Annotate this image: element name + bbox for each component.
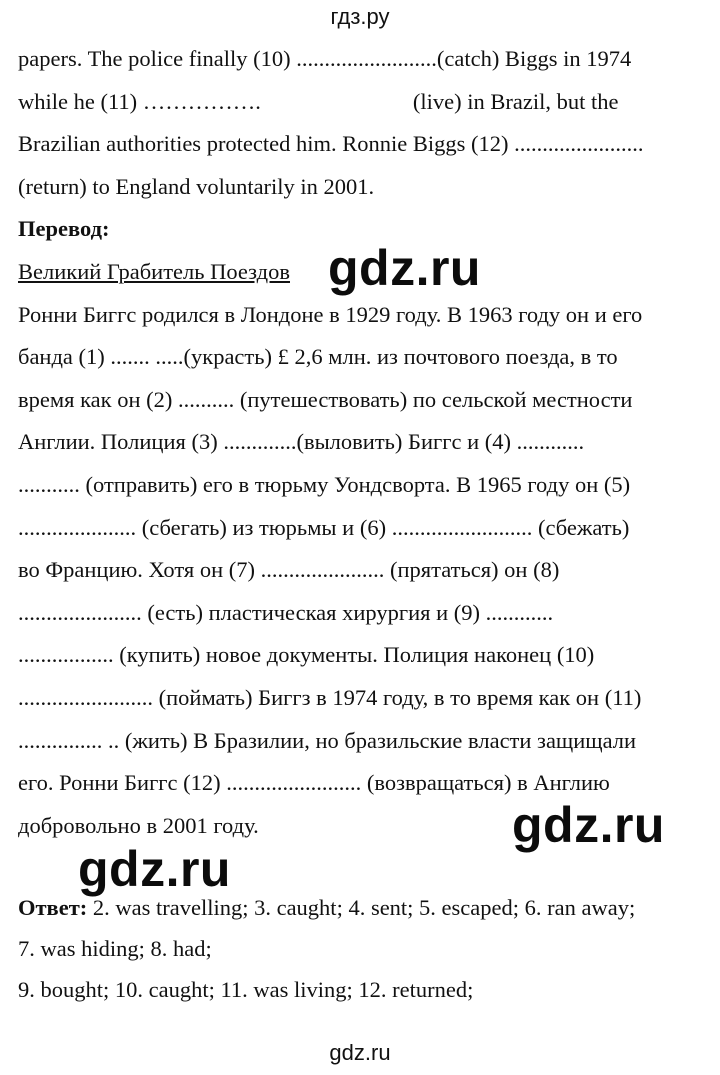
answer-label: Ответ: bbox=[18, 895, 88, 921]
translation-title: Великий Грабитель Поездов bbox=[18, 258, 290, 284]
translation-line-3: время как он (2) .......... (путешествовать) по сельской местности bbox=[18, 386, 633, 412]
translation-line-13: добровольно в 2001 году. bbox=[18, 812, 259, 838]
english-line-4: (return) to England voluntarily in 2001. bbox=[18, 173, 375, 199]
translation-line-9: ................. (купить) новое документы. Полиция наконец (10) bbox=[18, 642, 595, 668]
translation-line-5: ........... (отправить) его в тюрьму Уондсворта. В 1965 году он (5) bbox=[18, 471, 631, 497]
translation-line-12: его. Ронни Биггс (12) ........................ (возвращаться) в Англию bbox=[18, 770, 610, 796]
english-line-2-part-1: while he (11) ……………. bbox=[18, 88, 261, 114]
answer-text-1: 2. was travelling; 3. caught; 4. sent; 5. escaped; 6. ran away; bbox=[87, 895, 636, 921]
translation-line-4: Англии. Полиция (3) .............(выловить) Биггс и (4) ............ bbox=[18, 429, 585, 455]
answer-line-3: 9. bought; 10. caught; 11. was living; 12. returned; bbox=[18, 977, 474, 1003]
watermark-logo: gdz.ru bbox=[78, 841, 231, 897]
translation-line-7: во Францию. Хотя он (7) ...................... (прятаться) он (8) bbox=[18, 557, 560, 583]
translation-line-11: ............... .. (жить) В Бразилии, но бразильские власти защищали bbox=[18, 727, 637, 753]
translation-line-8: ...................... (есть) пластическая хирургия и (9) ............ bbox=[18, 599, 554, 625]
watermark-logo: gdz.ru bbox=[512, 797, 665, 853]
english-line-3: Brazilian authorities protected him. Ronnie Biggs (12) ....................... bbox=[18, 131, 644, 157]
translation-line-10: ........................ (поймать) Биггз в 1974 году, в то время как он (11) bbox=[18, 684, 642, 710]
site-header: гдз.ру bbox=[330, 4, 390, 29]
translation-heading: Перевод: bbox=[18, 216, 110, 242]
english-line-2-part-2: (live) in Brazil, but the bbox=[412, 88, 619, 114]
watermark-logo: gdz.ru bbox=[328, 240, 481, 296]
site-footer: gdz.ru bbox=[329, 1040, 391, 1065]
translation-line-2: банда (1) ....... .....(украсть) £ 2,6 млн. из почтового поезда, в то bbox=[18, 344, 618, 370]
translation-line-1: Ронни Биггс родился в Лондоне в 1929 году. В 1963 году он и его bbox=[18, 301, 643, 327]
english-line-1: papers. The police finally (10) .........................(catch) Biggs in 1974 bbox=[18, 46, 632, 71]
english-line-2 bbox=[18, 81, 718, 124]
translation-line-6: ..................... (сбегать) из тюрьмы и (6) ......................... (сбежать) bbox=[18, 514, 630, 540]
answer-line-2: 7. was hiding; 8. had; bbox=[18, 936, 212, 962]
